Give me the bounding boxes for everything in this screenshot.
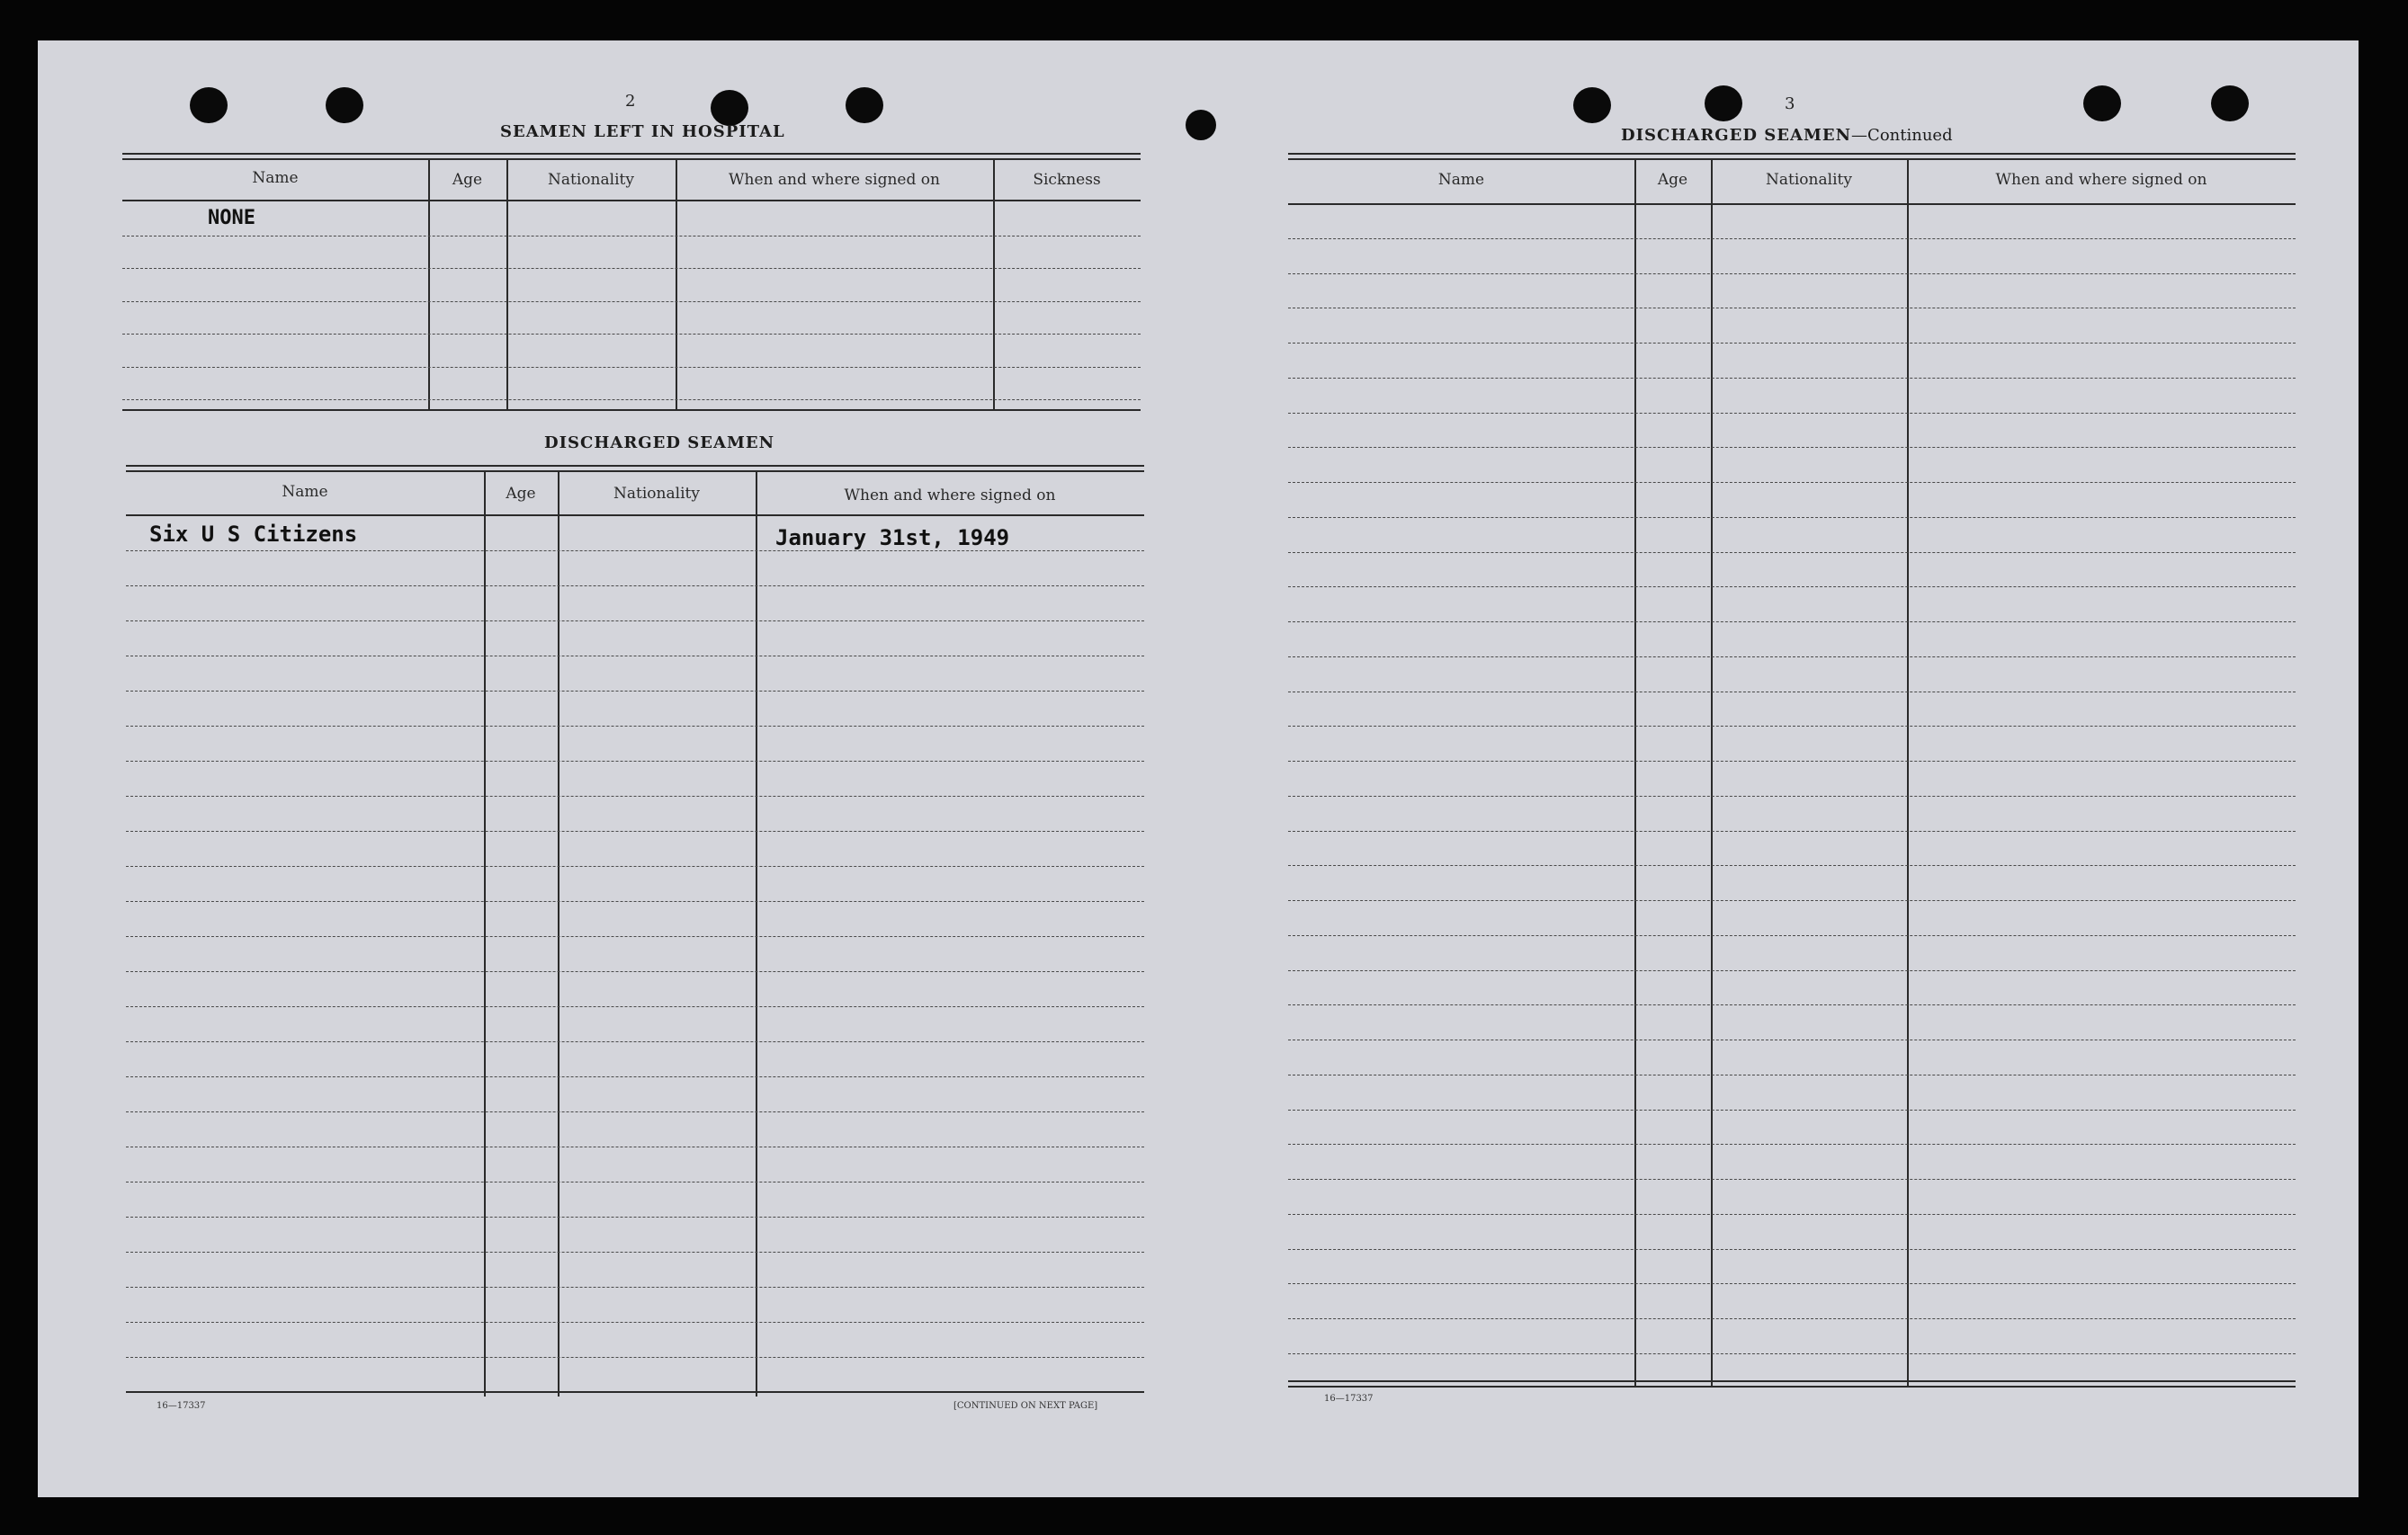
page-number-left: 2 xyxy=(625,92,636,111)
discharged-entry-name: Six U S Citizens xyxy=(149,522,358,547)
column-header: When and where signed on xyxy=(729,171,940,189)
form-number-right: 16—17337 xyxy=(1324,1394,1374,1404)
punch-hole xyxy=(711,90,748,126)
continued-note: [CONTINUED ON NEXT PAGE] xyxy=(953,1401,1098,1411)
document-sheet xyxy=(38,40,2359,1497)
column-header: When and where signed on xyxy=(844,486,1056,504)
punch-hole xyxy=(326,87,363,123)
column-header: Name xyxy=(1437,171,1485,189)
column-header: Age xyxy=(1657,171,1688,189)
punch-hole xyxy=(2211,85,2249,121)
punch-hole xyxy=(1705,85,1742,121)
punch-hole xyxy=(190,87,228,123)
column-header: Nationality xyxy=(548,171,634,189)
column-header: Name xyxy=(252,169,299,187)
column-header: Nationality xyxy=(613,485,700,503)
discharged-continued-title-main: DISCHARGED SEAMEN xyxy=(1621,126,1852,145)
column-header: Name xyxy=(282,483,328,501)
discharged-entry-signed-on: January 31st, 1949 xyxy=(775,525,1010,550)
punch-hole xyxy=(1186,110,1216,140)
punch-hole xyxy=(2083,85,2121,121)
discharged-continued-title xyxy=(1621,126,1953,145)
column-header: Sickness xyxy=(1033,171,1101,189)
page-number-right: 3 xyxy=(1785,94,1795,113)
discharged-continued-table xyxy=(1288,153,2296,1430)
hospital-table xyxy=(122,153,1141,454)
punch-hole xyxy=(1573,87,1611,123)
column-header: Age xyxy=(452,171,483,189)
discharged-section-title: DISCHARGED SEAMEN xyxy=(544,433,775,452)
form-number-left: 16—17337 xyxy=(157,1401,206,1411)
hospital-section-title: SEAMEN LEFT IN HOSPITAL xyxy=(500,122,785,141)
column-header: Nationality xyxy=(1766,171,1852,189)
column-header: When and where signed on xyxy=(1995,171,2207,189)
discharged-continued-title-suffix: —Continued xyxy=(1851,126,1953,145)
column-header: Age xyxy=(506,485,536,503)
hospital-entry-name: NONE xyxy=(208,207,255,229)
punch-hole xyxy=(846,87,883,123)
discharged-table xyxy=(126,465,1144,1436)
